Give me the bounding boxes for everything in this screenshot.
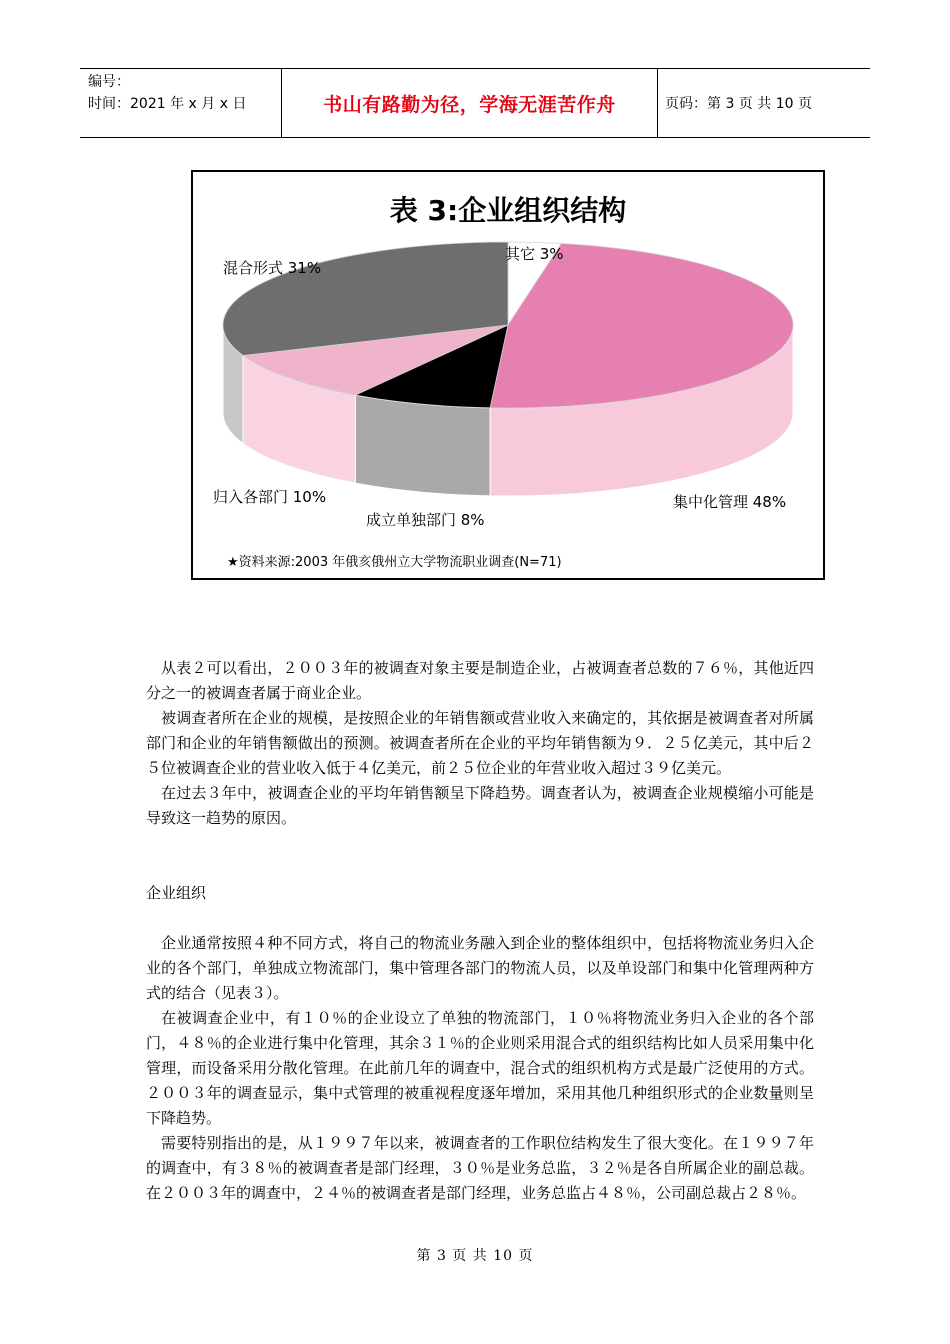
page-footer: 第 3 页 共 10 页	[416, 1248, 534, 1264]
paragraph: 在过去３年中，被调查企业的平均年销售额呈下降趋势。调查者认为，被调查企业规模缩小可能是导致这一趋势的原因。	[146, 784, 814, 827]
paragraph: 被调查者所在企业的规模，是按照企业的年销售额或营业收入来确定的，其依据是被调查者对所属部门和企业的年销售额做出的预测。被调查者所在企业的平均年销售额为９．２５亿美元，其中后２５位被调查企业的营业收入低于４亿美元，前２５位企业的年营业收入超过３９亿美元。	[146, 709, 814, 777]
section-heading: 企业组织	[146, 884, 207, 902]
paragraph: 企业通常按照４种不同方式，将自己的物流业务融入到企业的整体组织中，包括将物流业务归入企业的各个部门，单独成立物流部门，集中管理各部门的物流人员，以及单设部门和集中化管理两种方式的结合（见表３）。	[146, 934, 814, 1002]
header-page-info: 页码：第 3 页 共 10 页	[665, 96, 812, 112]
chart-title: 表 3:企业组织结构	[389, 194, 627, 227]
page-header	[80, 68, 870, 138]
intro-text	[146, 656, 814, 831]
header-meta	[88, 71, 278, 115]
paragraph: 从表２可以看出，２００３年的被调查对象主要是制造企业，占被调查者总数的７６％，其他近四分之一的被调查者属于商业企业。	[146, 659, 814, 702]
paragraph: 需要特别指出的是，从１９９７年以来，被调查者的工作职位结构发生了很大变化。在１９９７年的调查中，有３８％的被调查者是部门经理，３０％是业务总监，３２％是各自所属企业的副总裁。在２００３年的调查中，２４％的被调查者是部门经理，业务总监占４８％，公司副总裁占２８％。	[146, 1134, 814, 1202]
header-motto: 书山有路勤为径，学海无涯苦作舟	[323, 93, 616, 116]
header-divider	[657, 69, 658, 137]
document-number-label: 编号：	[88, 74, 130, 90]
paragraph: 在被调查企业中，有１０％的企业设立了单独的物流部门，１０％将物流业务归入企业的各个部门，４８％的企业进行集中化管理，其余３１％的企业则采用混合式的组织结构比如人员采用集中化管理，而设备采用分散化管理。在此前几年的调查中，混合式的组织机构方式是最广泛使用的方式。２００３年的调查显示，集中式管理的被重视程度逐年增加，采用其他几种组织形式的企业数量则呈下降趋势。	[146, 1009, 814, 1127]
pie-label-0: 其它 3%	[505, 245, 564, 263]
chart-source: ★资料来源:2003 年俄亥俄州立大学物流职业调查(N=71)	[227, 555, 562, 570]
document-date: 时间：2021 年 x 月 x 日	[88, 96, 247, 112]
pie-label-4: 混合形式 31%	[223, 259, 322, 277]
pie-label-3: 归入各部门 10%	[213, 488, 327, 506]
pie-side-2	[355, 395, 490, 496]
org-structure-chart	[191, 170, 825, 580]
section-text	[146, 931, 814, 1206]
pie-label-2: 成立单独部门 8%	[366, 511, 485, 529]
pie-chart-svg	[193, 172, 823, 578]
pie-label-1: 集中化管理 48%	[673, 493, 787, 511]
